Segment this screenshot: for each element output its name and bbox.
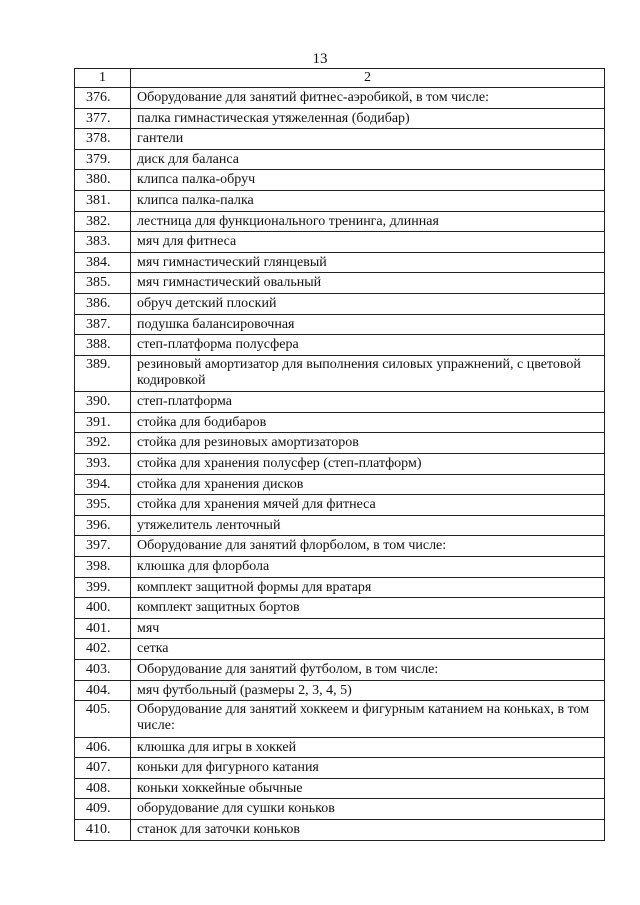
table-row xyxy=(75,758,605,779)
row-number: 396. xyxy=(75,515,131,536)
row-number: 400. xyxy=(75,598,131,619)
table-row xyxy=(75,149,605,170)
table-row xyxy=(75,778,605,799)
table-row xyxy=(75,88,605,109)
table-header-row xyxy=(75,69,605,88)
table-row xyxy=(75,618,605,639)
row-item-name: клюшка для флорбола xyxy=(131,556,605,577)
row-number: 381. xyxy=(75,190,131,211)
table-row xyxy=(75,474,605,495)
table-row xyxy=(75,659,605,680)
row-item-name: Оборудование для занятий фитнес-аэробикой, в том числе: xyxy=(131,88,605,109)
row-number: 398. xyxy=(75,556,131,577)
row-item-name: мяч футбольный (размеры 2, 3, 4, 5) xyxy=(131,680,605,701)
row-item-name: стойка для хранения дисков xyxy=(131,474,605,495)
row-number: 387. xyxy=(75,314,131,335)
table-row xyxy=(75,335,605,356)
row-item-name: мяч гимнастический глянцевый xyxy=(131,252,605,273)
row-item-name: диск для баланса xyxy=(131,149,605,170)
row-item-name: клипса палка-палка xyxy=(131,190,605,211)
row-number: 404. xyxy=(75,680,131,701)
row-number: 403. xyxy=(75,659,131,680)
table-row xyxy=(75,232,605,253)
row-number: 379. xyxy=(75,149,131,170)
row-number: 407. xyxy=(75,758,131,779)
table-row xyxy=(75,515,605,536)
row-item-name: станок для заточки коньков xyxy=(131,820,605,841)
row-number: 388. xyxy=(75,335,131,356)
row-item-name: комплект защитных бортов xyxy=(131,598,605,619)
row-item-name: степ-платформа полусфера xyxy=(131,335,605,356)
table-body xyxy=(75,88,605,841)
table-row xyxy=(75,701,605,738)
row-number: 410. xyxy=(75,820,131,841)
row-item-name: мяч для фитнеса xyxy=(131,232,605,253)
row-item-name: обруч детский плоский xyxy=(131,293,605,314)
row-item-name: палка гимнастическая утяжеленная (бодибар) xyxy=(131,108,605,129)
row-number: 406. xyxy=(75,737,131,758)
table-row xyxy=(75,556,605,577)
row-item-name: Оборудование для занятий флорболом, в том числе: xyxy=(131,536,605,557)
row-item-name: клипса палка-обруч xyxy=(131,170,605,191)
row-item-name: лестница для функционального тренинга, длинная xyxy=(131,211,605,232)
row-number: 384. xyxy=(75,252,131,273)
row-number: 386. xyxy=(75,293,131,314)
table-row xyxy=(75,799,605,820)
table-row xyxy=(75,412,605,433)
table-row xyxy=(75,392,605,413)
row-item-name: стойка для хранения полусфер (степ-платформ) xyxy=(131,454,605,475)
row-item-name: стойка для хранения мячей для фитнеса xyxy=(131,495,605,516)
row-item-name: резиновый амортизатор для выполнения силовых упражнений, с цветовой кодировкой xyxy=(131,355,605,392)
row-number: 377. xyxy=(75,108,131,129)
row-item-name: степ-платформа xyxy=(131,392,605,413)
column-header-name: 2 xyxy=(131,69,605,88)
row-number: 397. xyxy=(75,536,131,557)
row-item-name: утяжелитель ленточный xyxy=(131,515,605,536)
column-header-number: 1 xyxy=(75,69,131,88)
table-row xyxy=(75,293,605,314)
row-number: 402. xyxy=(75,639,131,660)
row-item-name: стойка для бодибаров xyxy=(131,412,605,433)
table-row xyxy=(75,129,605,150)
row-number: 408. xyxy=(75,778,131,799)
table-row xyxy=(75,639,605,660)
table-row xyxy=(75,433,605,454)
table-row xyxy=(75,190,605,211)
table-row xyxy=(75,314,605,335)
page-number: 13 xyxy=(312,51,328,67)
row-number: 394. xyxy=(75,474,131,495)
row-number: 405. xyxy=(75,701,131,738)
equipment-table xyxy=(74,68,605,841)
table-row xyxy=(75,454,605,475)
row-item-name: оборудование для сушки коньков xyxy=(131,799,605,820)
row-item-name: сетка xyxy=(131,639,605,660)
table-row xyxy=(75,108,605,129)
table-row xyxy=(75,273,605,294)
row-item-name: подушка балансировочная xyxy=(131,314,605,335)
row-number: 389. xyxy=(75,355,131,392)
table-row xyxy=(75,598,605,619)
row-number: 401. xyxy=(75,618,131,639)
row-number: 395. xyxy=(75,495,131,516)
row-number: 376. xyxy=(75,88,131,109)
row-number: 385. xyxy=(75,273,131,294)
row-item-name: Оборудование для занятий футболом, в том числе: xyxy=(131,659,605,680)
table-row xyxy=(75,355,605,392)
row-number: 380. xyxy=(75,170,131,191)
row-number: 399. xyxy=(75,577,131,598)
row-number: 393. xyxy=(75,454,131,475)
table-row xyxy=(75,211,605,232)
row-number: 392. xyxy=(75,433,131,454)
row-item-name: мяч xyxy=(131,618,605,639)
table-row xyxy=(75,536,605,557)
table-row xyxy=(75,252,605,273)
row-item-name: коньки для фигурного катания xyxy=(131,758,605,779)
row-item-name: гантели xyxy=(131,129,605,150)
row-number: 383. xyxy=(75,232,131,253)
row-item-name: стойка для резиновых амортизаторов xyxy=(131,433,605,454)
table-row xyxy=(75,495,605,516)
row-item-name: мяч гимнастический овальный xyxy=(131,273,605,294)
row-number: 409. xyxy=(75,799,131,820)
table-row xyxy=(75,820,605,841)
row-number: 382. xyxy=(75,211,131,232)
table-row xyxy=(75,680,605,701)
table-row xyxy=(75,737,605,758)
table-row xyxy=(75,170,605,191)
row-item-name: комплект защитной формы для вратаря xyxy=(131,577,605,598)
row-number: 390. xyxy=(75,392,131,413)
row-number: 378. xyxy=(75,129,131,150)
row-item-name: Оборудование для занятий хоккеем и фигурным катанием на коньках, в том числе: xyxy=(131,701,605,738)
row-item-name: клюшка для игры в хоккей xyxy=(131,737,605,758)
row-number: 391. xyxy=(75,412,131,433)
row-item-name: коньки хоккейные обычные xyxy=(131,778,605,799)
table-row xyxy=(75,577,605,598)
